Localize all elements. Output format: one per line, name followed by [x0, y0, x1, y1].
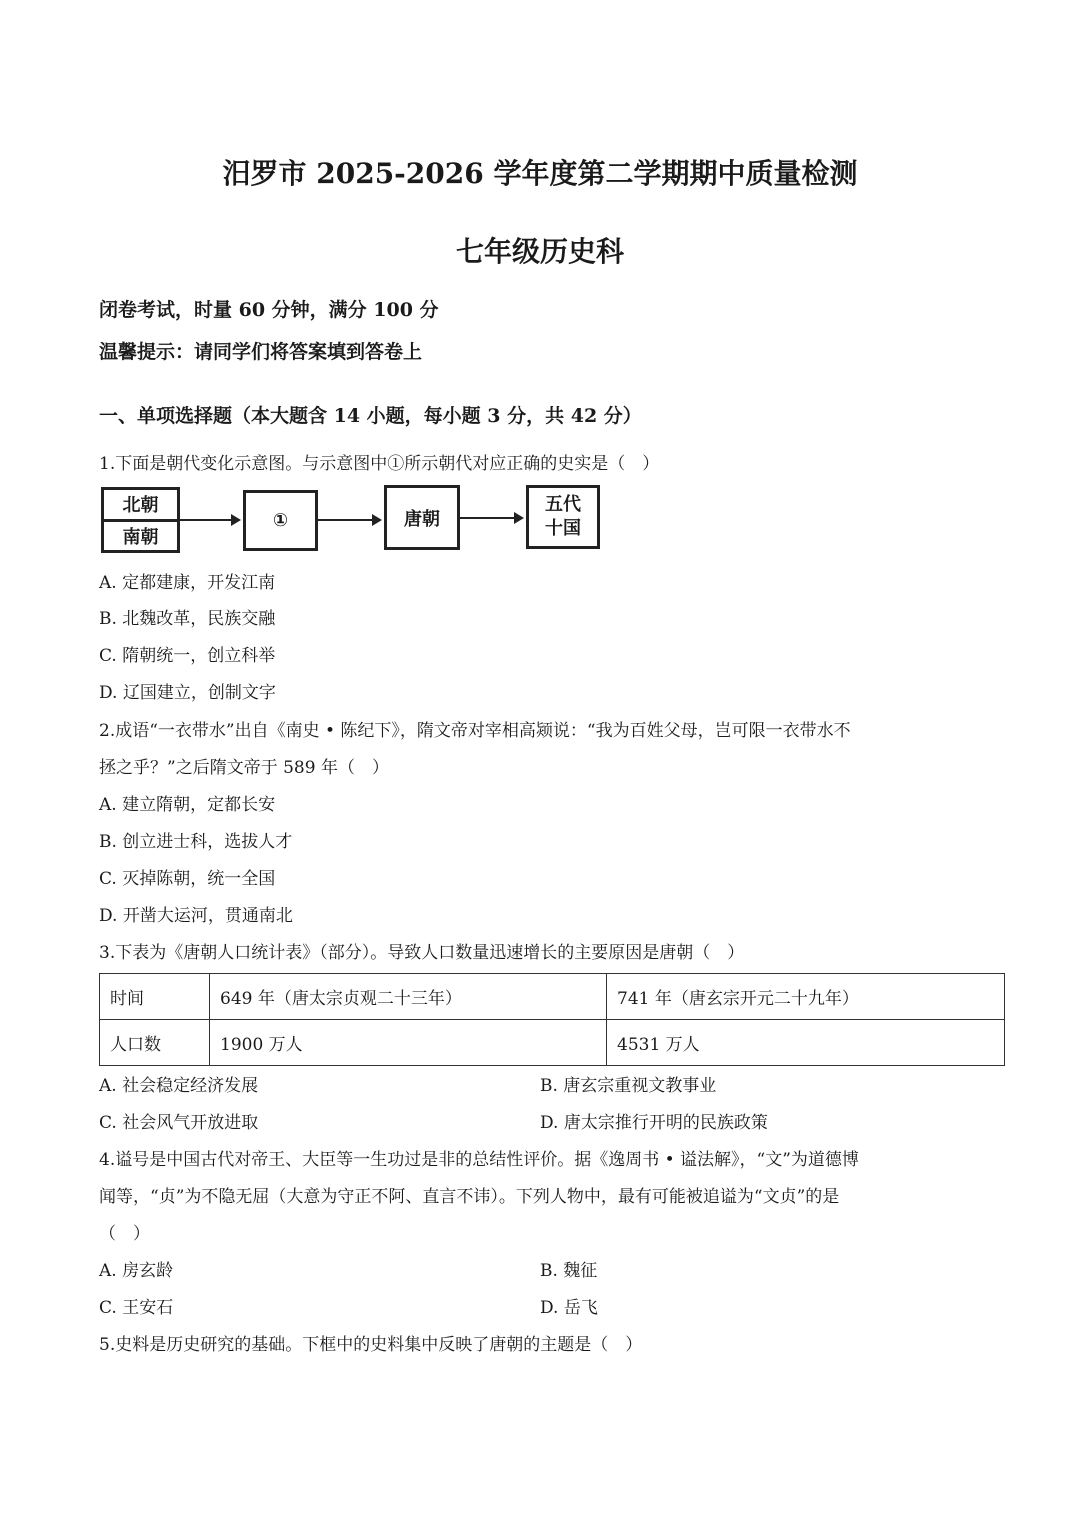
q4-option-b[interactable]: B. 魏征	[540, 1261, 598, 1281]
diagram-north: 北朝	[104, 490, 177, 522]
q2-option-d[interactable]: D. 开凿大运河，贯通南北	[99, 906, 293, 926]
diagram-five-dynasties-line2: 十国	[545, 518, 581, 539]
table-cell: 741 年（唐玄宗开元二十九年）	[607, 974, 1005, 1020]
diagram-box-north-south	[101, 487, 180, 553]
diagram-arrow-3	[460, 517, 522, 519]
q2-stem-line2: 拯之乎？”之后隋文帝于 589 年（ ）	[99, 758, 389, 778]
q3-option-c[interactable]: C. 社会风气开放进取	[99, 1113, 259, 1133]
q4-option-a[interactable]: A. 房玄龄	[99, 1261, 174, 1281]
table-cell: 4531 万人	[607, 1020, 1005, 1066]
q4-stem-line1: 4.谥号是中国古代对帝王、大臣等一生功过是非的总结性评价。据《逸周书 • 谥法解》，“文”为道德博	[99, 1150, 859, 1170]
q5-stem: 5.史料是历史研究的基础。下框中的史料集中反映了唐朝的主题是（ ）	[99, 1335, 643, 1355]
q2-option-b[interactable]: B. 创立进士科，选拔人才	[99, 832, 293, 852]
section-heading: 一、单项选择题（本大题含 14 小题，每小题 3 分，共 42 分）	[99, 405, 642, 427]
exam-title: 汨罗市 2025-2026 学年度第二学期期中质量检测	[222, 157, 858, 190]
q4-option-d[interactable]: D. 岳飞	[540, 1298, 598, 1318]
q1-option-c[interactable]: C. 隋朝统一，创立科举	[99, 646, 276, 666]
table-row	[100, 974, 1005, 1020]
table-cell: 649 年（唐太宗贞观二十三年）	[210, 974, 607, 1020]
exam-info: 闭卷考试，时量 60 分钟，满分 100 分	[99, 299, 439, 321]
q3-option-b[interactable]: B. 唐玄宗重视文教事业	[540, 1076, 717, 1096]
q1-stem: 1.下面是朝代变化示意图。与示意图中①所示朝代对应正确的史实是（ ）	[99, 454, 660, 474]
q1-option-d[interactable]: D. 辽国建立，创制文字	[99, 683, 276, 703]
diagram-box-tang: 唐朝	[384, 485, 460, 550]
q3-option-a[interactable]: A. 社会稳定经济发展	[99, 1076, 259, 1096]
table-cell: 1900 万人	[210, 1020, 607, 1066]
diagram-south: 南朝	[122, 526, 159, 548]
diagram-arrow-2	[318, 519, 380, 521]
q1-option-a[interactable]: A. 定都建康，开发江南	[99, 573, 276, 593]
q2-stem-line1: 2.成语“一衣带水”出自《南史 • 陈纪下》，隋文帝对宰相高颎说：“我为百姓父母，岂可限一衣带水不	[99, 721, 851, 741]
q4-stem-line2: 闻等，“贞”为不隐无屈（大意为守正不阿、直言不讳）。下列人物中，最有可能被追谥为“文贞”的是	[99, 1187, 840, 1207]
table-cell: 人口数	[100, 1020, 210, 1066]
diagram-five-dynasties-line1: 五代	[545, 494, 581, 515]
q2-option-a[interactable]: A. 建立隋朝，定都长安	[99, 795, 276, 815]
exam-tip: 温馨提示：请同学们将答案填到答卷上	[99, 341, 423, 363]
diagram-box-blank: ①	[243, 490, 318, 551]
table-cell: 时间	[100, 974, 210, 1020]
diagram-box-five-dynasties	[526, 485, 600, 549]
q4-option-c[interactable]: C. 王安石	[99, 1298, 174, 1318]
q3-stem: 3.下表为《唐朝人口统计表》（部分）。导致人口数量迅速增长的主要原因是唐朝（ ）	[99, 943, 745, 963]
exam-subject: 七年级历史科	[455, 235, 624, 268]
diagram-arrow-1	[180, 519, 239, 521]
q2-option-c[interactable]: C. 灭掉陈朝，统一全国	[99, 869, 276, 889]
table-row	[100, 1020, 1005, 1066]
q4-stem-line3: （ ）	[99, 1224, 150, 1244]
q3-option-d[interactable]: D. 唐太宗推行开明的民族政策	[540, 1113, 768, 1133]
q1-option-b[interactable]: B. 北魏改革，民族交融	[99, 609, 276, 629]
population-table	[99, 973, 1005, 1066]
